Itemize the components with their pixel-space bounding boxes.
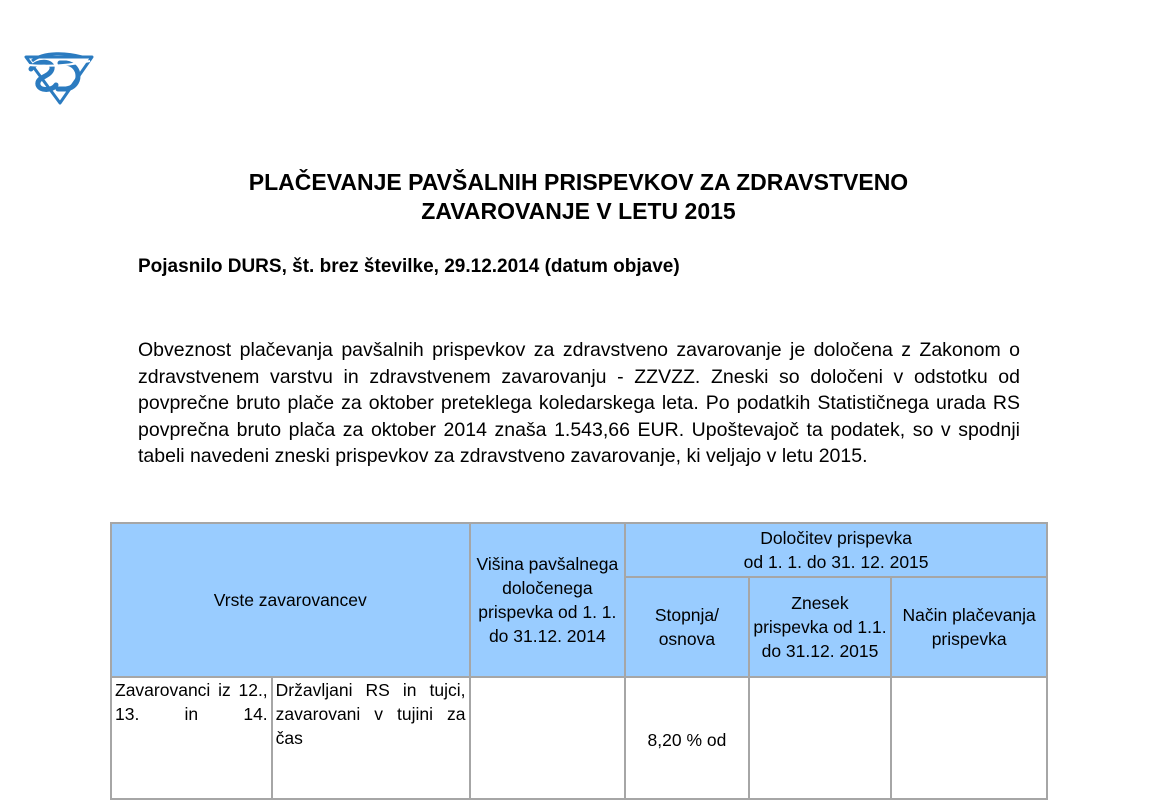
header-dolocitev-prispevka — [626, 524, 1046, 576]
header-nacin-placevanja: Način plačevanja prispevka — [892, 578, 1046, 676]
header-stopnja-osnova: Stopnja/ osnova — [626, 578, 748, 676]
header-znesek-prispevka: Znesek prispevka od 1.1. do 31.12. 2015 — [750, 578, 891, 676]
row-nacin-cell — [892, 678, 1046, 798]
table-row — [112, 678, 1046, 798]
row-visina-cell — [471, 678, 625, 798]
title-line-1: PLAČEVANJE PAVŠALNIH PRISPEVKOV ZA ZDRAVSTVENO — [248, 169, 909, 195]
header-dolocitev-line-1: Določitev prispevka — [760, 528, 912, 548]
header-vrste-zavarovancev: Vrste zavarovancev — [112, 524, 469, 676]
document-title — [0, 168, 1157, 226]
header-dolocitev-line-2: od 1. 1. do 31. 12. 2015 — [743, 552, 929, 572]
title-line-2: ZAVAROVANJE V LETU 2015 — [421, 198, 736, 224]
sd-shield-logo-icon — [22, 47, 96, 105]
header-visina-prispevka: Višina pavšalnega določenega prispevka od 1. 1. do 31.12. 2014 — [471, 524, 625, 676]
intro-paragraph: Obveznost plačevanja pavšalnih prispevkov za zdravstveno zavarovanje je določena z Zakonom o zdravstvenem varstvu in zdravstvenem zavarovanju - ZZVZZ. Zneski so določeni v odstotku od povprečne bruto plače za oktober preteklega koledarskega leta. Po podatkih Statističnega urada RS povprečna bruto plača za oktober 2014 znaša 1.543,66 EUR. Upoštevajoč ta podatek, so v spodnji tabeli navedeni zneski prispevkov za zdravstveno zavarovanje, ki veljajo v letu 2015. — [138, 339, 1020, 467]
contributions-table — [110, 522, 1048, 800]
row-znesek-cell — [750, 678, 891, 798]
row-zavarovanci-cell: Zavarovanci iz 12., 13. in 14. — [112, 678, 271, 798]
document-subtitle: Pojasnilo DURS, št. brez številke, 29.12.2014 (datum objave) — [138, 256, 680, 277]
row-stopnja-cell: 8,20 % od — [626, 678, 748, 798]
row-drzavljani-cell: Državljani RS in tujci, zavarovani v tujini za čas — [273, 678, 469, 798]
